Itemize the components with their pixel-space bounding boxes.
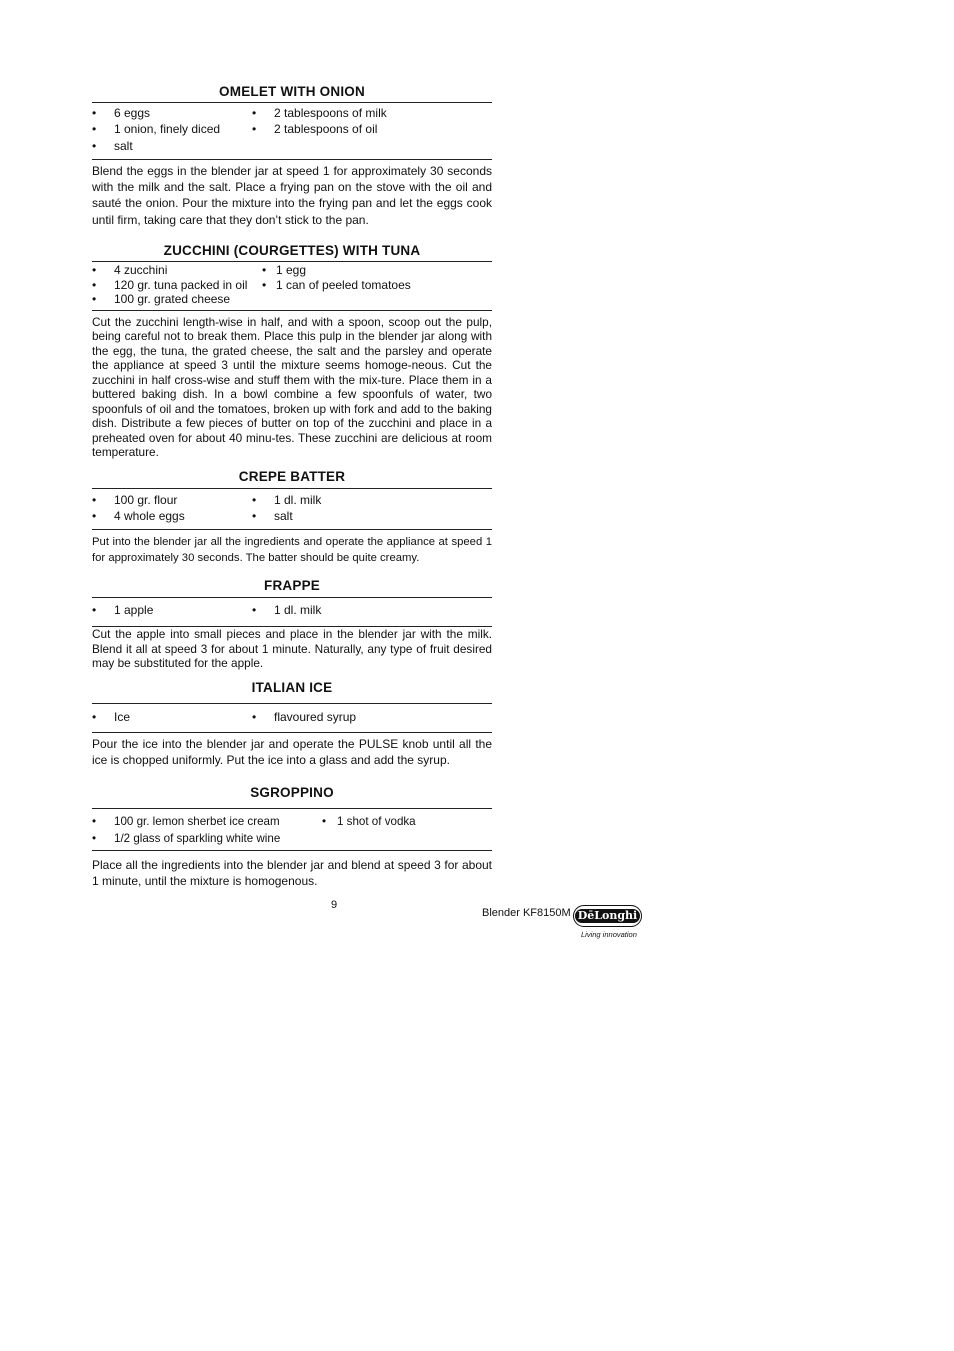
ingredient: 1 dl. milk: [274, 493, 322, 507]
ingredient: flavoured syrup: [274, 710, 357, 724]
ingredient-list: • 6 eggs • 2 tablespoons of milk • 1 onion, finely diced • 2 tablespoons of oil • salt: [92, 106, 387, 153]
recipe-instructions: Pour the ice into the blender jar and operate the PULSE knob until all the ice is chopped uniformly. Put the ice into a glass and add the syrup.: [92, 737, 492, 768]
ingredient: 1 egg: [276, 263, 307, 277]
ingredient-list: • 1 apple • 1 dl. milk: [92, 603, 322, 617]
ingredient: 100 gr. lemon sherbet ice cream: [114, 815, 280, 828]
recipe-instructions: Blend the eggs in the blender jar at speed 1 for approximately 30 seconds with the milk and the salt. Place a frying pan on the stove with the oil and sauté the onion. Pour the mixture into the frying pan and let the eggs cook until firm, taking care that they don’t stick to the pan.: [92, 164, 492, 227]
recipe-instructions: Cut the zucchini length-wise in half, and with a spoon, scoop out the pulp, being careful not to break them. Place this pulp in the blender jar along with the egg, the tuna, the grated cheese, the salt and the parsley and operate the appliance at speed 3 until the mixture seems homoge-neous. Cut the zucchini in half cross-wise and stuff them with the mix-ture. Place them in a buttered baking dish. In a bowl combine a few spoonfuls of water, two spoonfuls of oil and the tomatoes, broken up with fork and add to the baking dish. Distribute a few pieces of butter on top of the zucchini and place in a preheated oven for about 40 minu-tes. These zucchini are delicious at room temperature.: [92, 314, 492, 459]
recipe-omelet: [92, 84, 492, 228]
recipe-instructions: Put into the blender jar all the ingredients and operate the appliance at speed 1 for approximately 30 seconds. The batter should be quite creamy.: [92, 536, 492, 564]
ingredient: 1 apple: [114, 603, 154, 617]
divider: [92, 488, 492, 489]
ingredient: 2 tablespoons of oil: [274, 122, 378, 136]
divider: [92, 159, 492, 160]
model-label: Blender KF8150M: [482, 907, 571, 919]
divider: [92, 102, 492, 103]
ingredient: Ice: [114, 710, 131, 724]
ingredient-list: • 4 zucchini • 1 egg • 120 gr. tuna packed in oil • 1 can of peeled tomatoes • 100 gr. grated cheese: [92, 263, 411, 306]
ingredient: 100 gr. flour: [114, 493, 178, 507]
ingredient: 1 onion, finely diced: [114, 122, 221, 136]
ingredient: salt: [114, 139, 133, 153]
ingredient: 2 tablespoons of milk: [274, 106, 387, 120]
brand-name: DēLonghi: [575, 909, 640, 923]
recipe-title: SGROPPINO: [250, 785, 334, 800]
recipe-instructions: Place all the ingredients into the blender jar and blend at speed 3 for about 1 minute, until the mixture is homogenous.: [92, 858, 492, 889]
brand-logo: [573, 905, 642, 927]
divider: [92, 732, 492, 733]
ingredient-list: • 100 gr. flour • 1 dl. milk • 4 whole eggs • salt: [92, 493, 322, 523]
ingredient: 1 shot of vodka: [337, 815, 416, 828]
recipe-title: CREPE BATTER: [238, 469, 346, 484]
divider: [92, 261, 492, 262]
divider: [92, 529, 492, 530]
brand-tagline: Living innovation: [581, 930, 637, 939]
ingredient-list: • Ice • flavoured syrup: [92, 710, 357, 724]
ingredient: 120 gr. tuna packed in oil: [114, 277, 248, 292]
ingredient: 1/2 glass of sparkling white wine: [114, 832, 281, 845]
ingredient: 4 zucchini: [114, 263, 168, 277]
divider: [92, 310, 492, 311]
ingredient: 100 gr. grated cheese: [114, 292, 231, 306]
ingredient: 1 can of peeled tomatoes: [276, 277, 411, 292]
ingredient: 1 dl. milk: [274, 603, 322, 617]
page-number: 9: [331, 899, 338, 911]
divider: [92, 597, 492, 598]
ingredient: salt: [274, 509, 293, 523]
recipe-zucchini: [92, 243, 492, 460]
recipe-crepe-batter: [92, 469, 492, 566]
recipe-title: ITALIAN ICE: [251, 680, 333, 695]
recipe-title: ZUCCHINI (COURGETTES) WITH TUNA: [163, 243, 421, 258]
divider: [92, 808, 492, 809]
recipe-italian-ice: [92, 680, 492, 768]
divider: [92, 703, 492, 704]
ingredient-list: • 100 gr. lemon sherbet ice cream • 1 shot of vodka • 1/2 glass of sparkling white wine: [92, 815, 416, 845]
recipe-frappe: [92, 578, 492, 671]
recipe-instructions: Cut the apple into small pieces and place in the blender jar with the milk. Blend it all at speed 3 for about 1 minute. Naturally, any type of fruit desired may be substituted for the apple.: [92, 627, 492, 670]
ingredient: 6 eggs: [114, 106, 151, 120]
recipe-title: FRAPPE: [264, 578, 320, 593]
ingredient: 4 whole eggs: [114, 509, 185, 523]
divider: [92, 850, 492, 851]
recipe-title: OMELET WITH ONION: [219, 84, 365, 99]
recipe-sgroppino: [92, 785, 492, 889]
